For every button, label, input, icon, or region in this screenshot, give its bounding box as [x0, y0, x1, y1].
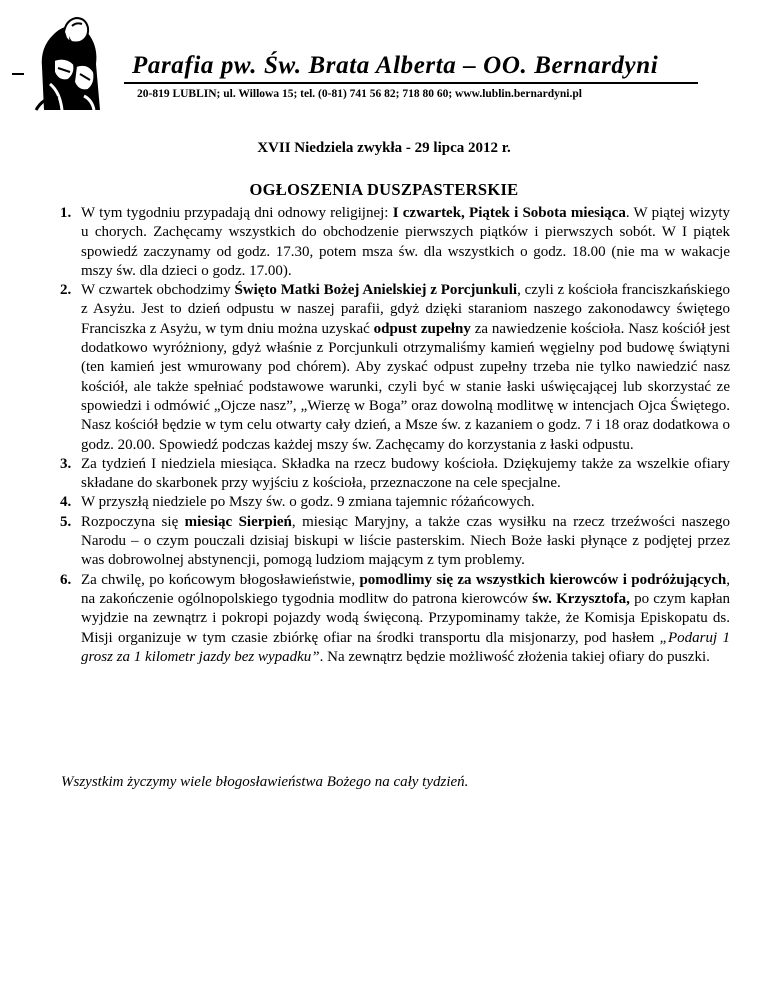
item-text: W przyszłą niedziele po Mszy św. o godz. 9 zmiana tajemnic różańcowych.	[81, 494, 535, 511]
item-number: 5.	[60, 513, 72, 530]
item-number: 6.	[60, 571, 72, 588]
item-text: Rozpoczyna się	[81, 513, 185, 530]
header-rule	[124, 82, 698, 84]
item-text: . Na zewnątrz będzie możliwość złożenia takiej ofiary do puszki.	[319, 648, 710, 665]
item-text: W tym tygodniu przypadają dni odnowy religijnej:	[81, 205, 393, 221]
announcement-item	[0, 281, 730, 455]
item-text-bold: miesiąc Sierpień	[184, 513, 292, 530]
announcement-item	[0, 493, 730, 512]
item-number: 3.	[60, 455, 72, 472]
item-text-bold: św. Krzysztofa,	[532, 590, 630, 607]
item-text-bold: odpust zupełny	[373, 320, 471, 337]
item-text: za nawiedzenie kościoła. Nasz kościół jest dodatkowo wyróżniony, gdyż właśnie z Porcjunkuli otrzymaliśmy kamień węgielny pod budowę świątyni (ten kamień jest wmurowany pod chórem). Aby zyskać odpust zupełny trzeba nie tylko nawiedzić nasz kościół, ale także spełniać podstawowe warunki, czyli być w stanie łaski uświęcającej lub skorzystać ze spowiedzi i odmówić „Ojcze nasz”, „Wierzę w Boga” oraz dowolną modlitwę w intencjach Ojca Świętego. Nasz kościół będzie w tym celu otwarty cały dzień, a Msze św. z kazaniem o godz. 7 i 18 oraz dodatkowa o godz. 20.00. Spowiedź podczas każdej mszy św. Zachęcamy do korzystania z łaski odpustu.	[81, 320, 730, 453]
item-number: 4.	[60, 494, 72, 511]
item-text: , na zakończenie ogólnopolskiego tygodnia modlitw do patrona kierowców	[81, 571, 730, 607]
item-text: po czym kapłan wyjdzie na zewnątrz i pokropi pojazdy wodą święconą. Przypominamy także, że Komisja Episkopatu ds. Misji organizuje w tym czasie zbiórkę ofiar na środki transportu dla misjonarzy, pod hasłem	[81, 590, 731, 646]
announcement-item	[0, 571, 730, 667]
document-title: OGŁOSZENIA DUSZPASTERSKIE	[249, 180, 519, 199]
item-text: , miesiąc Maryjny, a także czas wysiłku na rzecz trzeźwości naszego Narodu – o czym pouczali dzisiaj biskupi w liście pasterskim. Niech Boże łaski płynące z podjętej przez was dobrowolnej abstynencji, pomogą ludziom mającym z tym problemy.	[81, 513, 730, 569]
parish-name: Parafia pw. Św. Brata Alberta – OO. Bernardyni	[132, 52, 659, 79]
item-number: 2.	[60, 282, 72, 299]
item-text-italic: „Podaruj 1 grosz za 1 kilometr jazdy bez wypadku”	[81, 629, 730, 665]
announcement-item	[0, 455, 730, 494]
item-text: Za chwilę, po końcowym błogosławieństwie,	[81, 571, 360, 588]
item-text: . W piątej wizyty u chorych. Zachęcamy wszystkich do obchodzenie pierwszych piątków i pierwszych sobót. W I piątek spowiedź zaczynamy od godz. 17.30, potem msza św. dla wszystkich o godz. 18.00 (nie ma w wakacje mszy św. dla dzieci o godz. 17.00).	[81, 205, 731, 279]
item-text-bold: pomodlimy się za wszystkich kierowców i podróżujących	[359, 571, 727, 588]
item-text: Za tydzień I niedziela miesiąca. Składka na rzecz budowy kościoła. Dziękujemy także za wszelkie ofiary składane do skarbonek przy wyjściu z kościoła, przeznaczone na cele specjalne.	[81, 455, 730, 492]
item-text-bold: Święto Matki Bożej Anielskiej z Porcjunkuli	[234, 282, 518, 299]
announcement-item	[0, 204, 730, 281]
item-text: , czyli z kościoła franciszkańskiego z Asyżu. Jest to dzień odpustu w naszej parafii, gdyż dzięki staraniom naszego zakonodawcy świętego Franciszka z Asyżu, w tym dniu można uzyskać	[81, 282, 730, 337]
date-line: XVII Niedziela zwykła - 29 lipca 2012 r.	[257, 140, 511, 156]
friar-figure-icon	[14, 12, 124, 112]
item-text-bold: I czwartek, Piątek i Sobota miesiąca	[392, 205, 626, 221]
letterhead	[0, 0, 768, 120]
announcement-list	[0, 204, 768, 667]
parish-address: 20-819 LUBLIN; ul. Willowa 15; tel. (0-81) 741 56 82; 718 80 60; www.lublin.bernardyni.pl	[137, 88, 582, 100]
announcement-item	[0, 513, 730, 571]
item-number: 1.	[60, 205, 72, 221]
closing-wishes: Wszystkim życzymy wiele błogosławieństwa Bożego na cały tydzień.	[61, 774, 469, 790]
item-text: W czwartek obchodzimy	[81, 282, 235, 299]
